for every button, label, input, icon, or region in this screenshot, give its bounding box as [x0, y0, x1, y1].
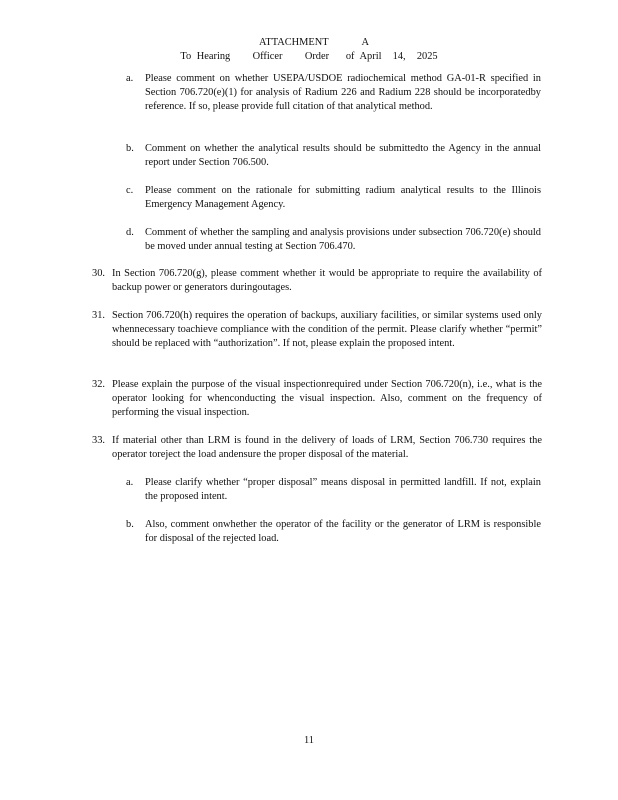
list-item — [126, 142, 541, 170]
numbered-item — [92, 309, 542, 351]
item-text: Also, comment onwhether the operator of the facility or the generator of LRM is responsible for disposal of the rejected load. — [145, 519, 541, 544]
numbered-item — [92, 378, 542, 420]
list-item — [126, 476, 541, 504]
item-label: c. — [126, 185, 134, 196]
numbered-item — [92, 267, 542, 295]
item-text: In Section 706.720(g), please comment whether it would be appropriate to require the availability of backup power or generators duringoutages. — [112, 268, 542, 293]
item-text: Comment of whether the sampling and analysis provisions under subsection 706.720(e) should be moved under annual testing at Section 706.470. — [145, 227, 541, 252]
list-item — [126, 72, 541, 114]
attachment-title: ATTACHMENT A — [259, 37, 369, 48]
item-text: If material other than LRM is found in the delivery of loads of LRM, Section 706.730 requires the operator toreject the load andensure the proper disposal of the material. — [112, 435, 542, 460]
item-text: Please comment on the rationale for submitting radium analytical results to the Illinois Emergency Management Agency. — [145, 185, 541, 210]
item-label: a. — [126, 477, 134, 488]
attachment-subtitle: To Hearing Officer Order of April 14, 2025 — [180, 51, 438, 62]
item-text: Comment on whether the analytical results should be submittedto the Agency in the annual report under Section 706.500. — [145, 143, 541, 168]
item-text: Section 706.720(h) requires the operation of backups, auxiliary facilities, or similar systems used only whennecessary toachieve compliance with the condition of the permit. Please clarify whether “permit” should be replaced with “authorization”. If not, please explain the proposed intent. — [112, 310, 542, 349]
item-label: a. — [126, 73, 134, 84]
list-item — [126, 226, 541, 254]
item-text: Please clarify whether “proper disposal” means disposal in permitted landfill. If not, explain the proposed intent. — [145, 477, 541, 502]
numbered-item — [92, 434, 542, 462]
page-header — [0, 36, 618, 64]
item-label: 33. — [92, 435, 105, 446]
item-label: b. — [126, 519, 134, 530]
item-label: d. — [126, 227, 134, 238]
item-label: 31. — [92, 310, 105, 321]
list-item — [126, 184, 541, 212]
list-item — [126, 518, 541, 546]
page-number: 11 — [303, 735, 314, 746]
item-label: b. — [126, 143, 134, 154]
item-label: 32. — [92, 379, 105, 390]
item-text: Please comment on whether USEPA/USDOE radiochemical method GA-01-R specified in Section 706.720(e)(1) for analysis of Radium 226 and Radium 228 should be incorporatedby reference. If so, please provide full citation of that analytical method. — [145, 73, 541, 112]
item-text: Please explain the purpose of the visual inspectionrequired under Section 706.720(n), i.e., what is the operator looking for whenconducting the visual inspection. Also, comment on the frequency of performing the visual inspection. — [112, 379, 542, 418]
item-label: 30. — [92, 268, 105, 279]
